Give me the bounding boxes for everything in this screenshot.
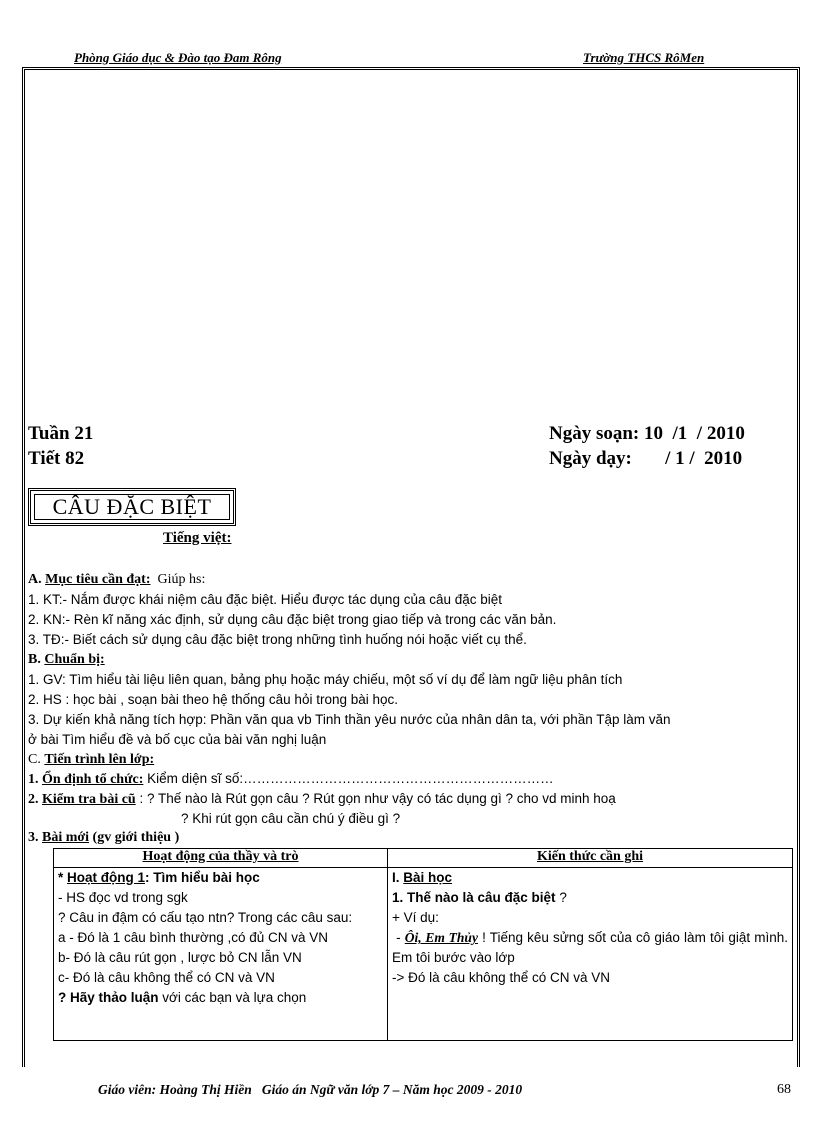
date-prepared: Ngày soạn: 10 /1 / 2010 — [549, 423, 745, 444]
knowledge-section: I. Bài học — [392, 870, 453, 885]
header-school: Trường THCS RôMen — [583, 50, 705, 65]
step-2-question-2: ? Khi rút gọn câu cần chú ý điều gì ? — [181, 811, 401, 826]
page-number: 68 — [777, 1082, 791, 1097]
section-a-item-2: 2. KN:- Rèn kĩ năng xác định, sử dụng câu đặc biệt trong giao tiếp và trong các văn bản. — [28, 612, 557, 627]
col-header-activities: Hoạt động của thầy và trò — [54, 849, 388, 868]
knowledge-example: - Ôi, Em Thủy ! Tiếng kêu sửng sốt của cô giáo làm tôi giật mình. Em tôi bước vào lớp — [392, 930, 789, 965]
activities-cell — [54, 868, 388, 1041]
footer-teacher: Giáo viên: Hoàng Thị Hiền Giáo án Ngữ văn lớp 7 – Năm học 2009 - 2010 — [98, 1082, 523, 1097]
header-department: Phòng Giáo dục & Đào tạo Đam Rông — [74, 50, 282, 65]
section-a-item-3: 3. TĐ:- Biết cách sử dụng câu đặc biệt trong những tình huống nói hoặc viết cụ thể. — [28, 632, 527, 647]
knowledge-question: 1. Thế nào là câu đặc biệt ? — [392, 890, 567, 905]
activity-heading: * Hoạt động 1: Tìm hiểu bài học — [58, 870, 260, 885]
step-3: 3. Bài mới (gv giới thiệu ) — [28, 830, 180, 845]
lesson-title-box — [28, 488, 236, 526]
activity-discussion: ? Hãy thảo luận với các bạn và lựa chọn — [58, 990, 307, 1005]
activity-line: ? Câu in đậm có cấu tạo ntn? Trong các câu sau: — [58, 910, 353, 925]
activity-table — [53, 848, 793, 1041]
lesson-subject: Tiếng việt: — [163, 530, 232, 546]
period-label: Tiết 82 — [28, 448, 85, 469]
step-1: 1. Ổn định tổ chức: Kiểm diện sĩ số:…………………………………………………………… — [28, 771, 554, 787]
date-taught: Ngày dạy: / 1 / 2010 — [549, 448, 743, 469]
section-a-item-1: 1. KT:- Nắm được khái niệm câu đặc biệt. Hiểu được tác dụng của câu đặc biệt — [28, 592, 503, 607]
section-c-heading: C. Tiến trình lên lớp: — [28, 752, 155, 767]
col-header-knowledge: Kiến thức cần ghi — [388, 849, 793, 868]
week-label: Tuần 21 — [28, 423, 94, 444]
section-b-item-2: 2. HS : học bài , soạn bài theo hệ thống câu hỏi trong bài học. — [28, 692, 399, 707]
lesson-title: CÂU ĐẶC BIỆT — [52, 494, 212, 519]
section-a-heading: A. Mục tiêu cần đạt: Giúp hs: — [28, 572, 206, 587]
activity-line: b- Đó là câu rút gọn , lược bỏ CN lẫn VN — [58, 950, 302, 965]
section-b-heading: B. Chuẩn bị: — [28, 652, 105, 667]
knowledge-cell — [388, 868, 793, 1041]
knowledge-example-label: + Ví dụ: — [392, 910, 439, 925]
step-2: 2. Kiểm tra bài cũ : ? Thế nào là Rút gọn câu ? Rút gọn như vậy có tác dụng gì ? cho vd minh hoạ — [28, 791, 616, 807]
section-b-item-4: ở bài Tìm hiểu đề và bố cục của bài văn nghị luận — [28, 732, 327, 747]
activity-line: a - Đó là 1 câu bình thường ,có đủ CN và VN — [58, 930, 329, 945]
section-b-item-1: 1. GV: Tìm hiểu tài liệu liên quan, bảng phụ hoặc máy chiếu, một số ví dụ để làm ngữ liệu phân tích — [28, 672, 623, 687]
section-b-item-3: 3. Dự kiến khả năng tích hợp: Phần văn qua vb Tinh thần yêu nước của nhân dân ta, với phần Tập làm văn — [28, 712, 671, 727]
activity-line: - HS đọc vd trong sgk — [58, 890, 188, 905]
activity-line: c- Đó là câu không thể có CN và VN — [58, 970, 275, 985]
knowledge-conclusion: -> Đó là câu không thể có CN và VN — [392, 970, 610, 985]
